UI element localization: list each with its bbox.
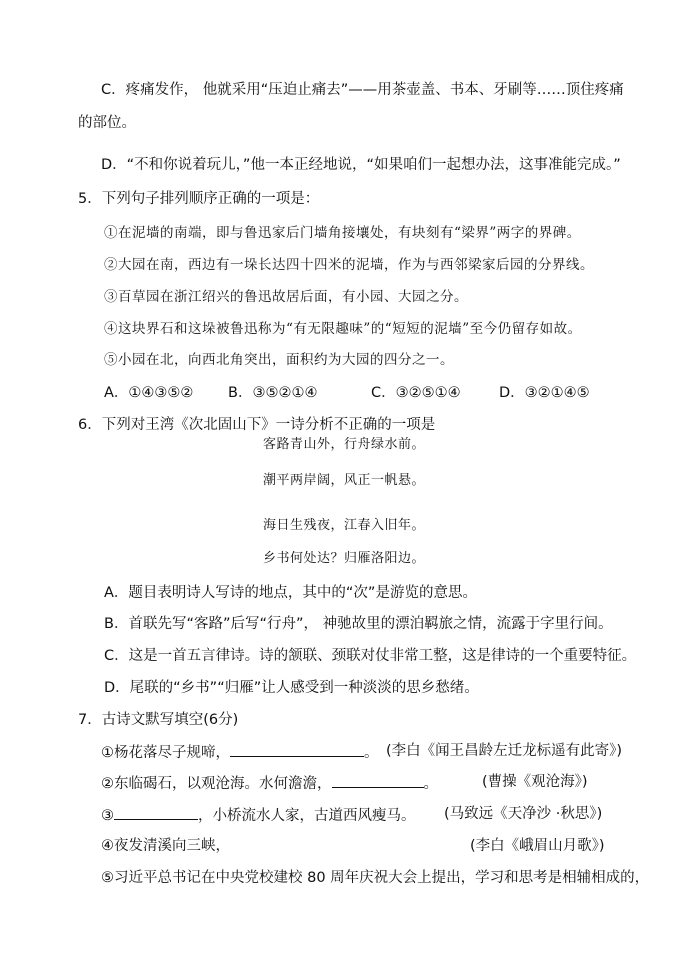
q7-item-4-source: (李白《峨眉山月歌》) xyxy=(470,838,605,854)
q7-item-3-text: ③ xyxy=(101,808,114,824)
option-d-line: D．“不和你说着玩儿，”他一本正经地说，“如果咱们一起想办法，这事准能完成。” xyxy=(101,157,621,173)
poem-line: 海日生残夜，江春入旧年。 xyxy=(262,518,425,533)
q6-stem: 6．下列对王湾《次北固山下》一诗分析不正确的一项是 xyxy=(78,417,436,433)
q7-item-5: ⑤习近平总书记在中央党校建校 80 周年庆祝大会上提出，学习和思考是相辅相成的， xyxy=(101,870,650,886)
q5-stem: 5．下列句子排列顺序正确的一项是： xyxy=(78,191,320,207)
q6-option-b: B．首联先写“客路”后写“行舟”， 神驰故里的漂泊羁旅之情，流露于字里行间。 xyxy=(104,616,613,632)
q5-sentence: ⑤小园在北，向西北角突出，面积约为大园的四分之一。 xyxy=(104,352,454,368)
q7-item-1-end: 。 xyxy=(364,745,379,761)
q5-option-c: C．③②⑤①④ xyxy=(371,385,461,401)
q7-item-2-end: 。 xyxy=(423,776,438,792)
poem-line: 客路青山外，行舟绿水前。 xyxy=(262,437,425,452)
q7-item-2-source: (曹操《观沧海》) xyxy=(482,774,588,790)
poem-line: 潮平两岸阔，风正一帆悬。 xyxy=(262,473,425,488)
q7-item-3-source: (马致远《天净沙 ·秋思》) xyxy=(444,806,603,822)
q7-item-3 xyxy=(101,804,416,826)
option-c-line2: 的部位。 xyxy=(78,115,136,131)
q7-item-4 xyxy=(101,836,230,856)
answer-blank[interactable] xyxy=(332,772,424,788)
q5-option-b: B．③⑤②①④ xyxy=(228,385,318,401)
q6-option-c: C．这是一首五言律诗。诗的颔联、颈联对仗非常工整，这是律诗的一个重要特征。 xyxy=(104,648,637,664)
q5-sentence: ②大园在南，西边有一垛长达四十四米的泥墙，作为与西邻梁家后园的分界线。 xyxy=(104,257,594,273)
answer-blank[interactable] xyxy=(114,804,198,820)
q7-item-2 xyxy=(101,772,438,794)
q7-item-1-text: ①杨花落尽子规啼， xyxy=(101,745,230,761)
q7-item-3-end: ，小桥流水人家，古道西风瘦马。 xyxy=(198,808,416,824)
q7-item-1 xyxy=(101,741,379,763)
q7-item-1-source: (李白《闻王昌龄左迁龙标遥有此寄》) xyxy=(386,743,623,759)
poem-line: 乡书何处达？归雁洛阳边。 xyxy=(262,551,425,566)
q5-option-a: A．①④③⑤② xyxy=(104,385,194,401)
q7-item-4-text: ④夜发清溪向三峡， xyxy=(101,838,230,854)
q6-option-d: D．尾联的“乡书”“归雁”让人感受到一种淡淡的思乡愁绪。 xyxy=(104,680,479,696)
q7-item-2-text: ②东临碣石，以观沧海。水何澹澹， xyxy=(101,776,332,792)
q7-stem: 7．古诗文默写填空(6分) xyxy=(78,712,239,728)
option-c-line1: C．疼痛发作， 他就采用“压迫止痛去”——用茶壶盖、书本、牙刷等……顶住疼痛 xyxy=(101,82,624,98)
q5-sentence: ③百草园在浙江绍兴的鲁迅故居后面，有小园、大园之分。 xyxy=(104,289,468,305)
q5-sentence: ④这块界石和这垛被鲁迅称为“有无限趣味”的“短短的泥墙”至今仍留存如故。 xyxy=(104,321,582,337)
answer-blank[interactable] xyxy=(230,741,364,757)
q6-option-a: A．题目表明诗人写诗的地点，其中的“次”是游览的意思。 xyxy=(104,585,477,601)
q5-sentence: ①在泥墙的南端，即与鲁迅家后门墙角接壤处，有块刻有“梁界”两字的界碑。 xyxy=(104,225,581,241)
q5-option-d: D．③②①④⑤ xyxy=(499,385,590,401)
